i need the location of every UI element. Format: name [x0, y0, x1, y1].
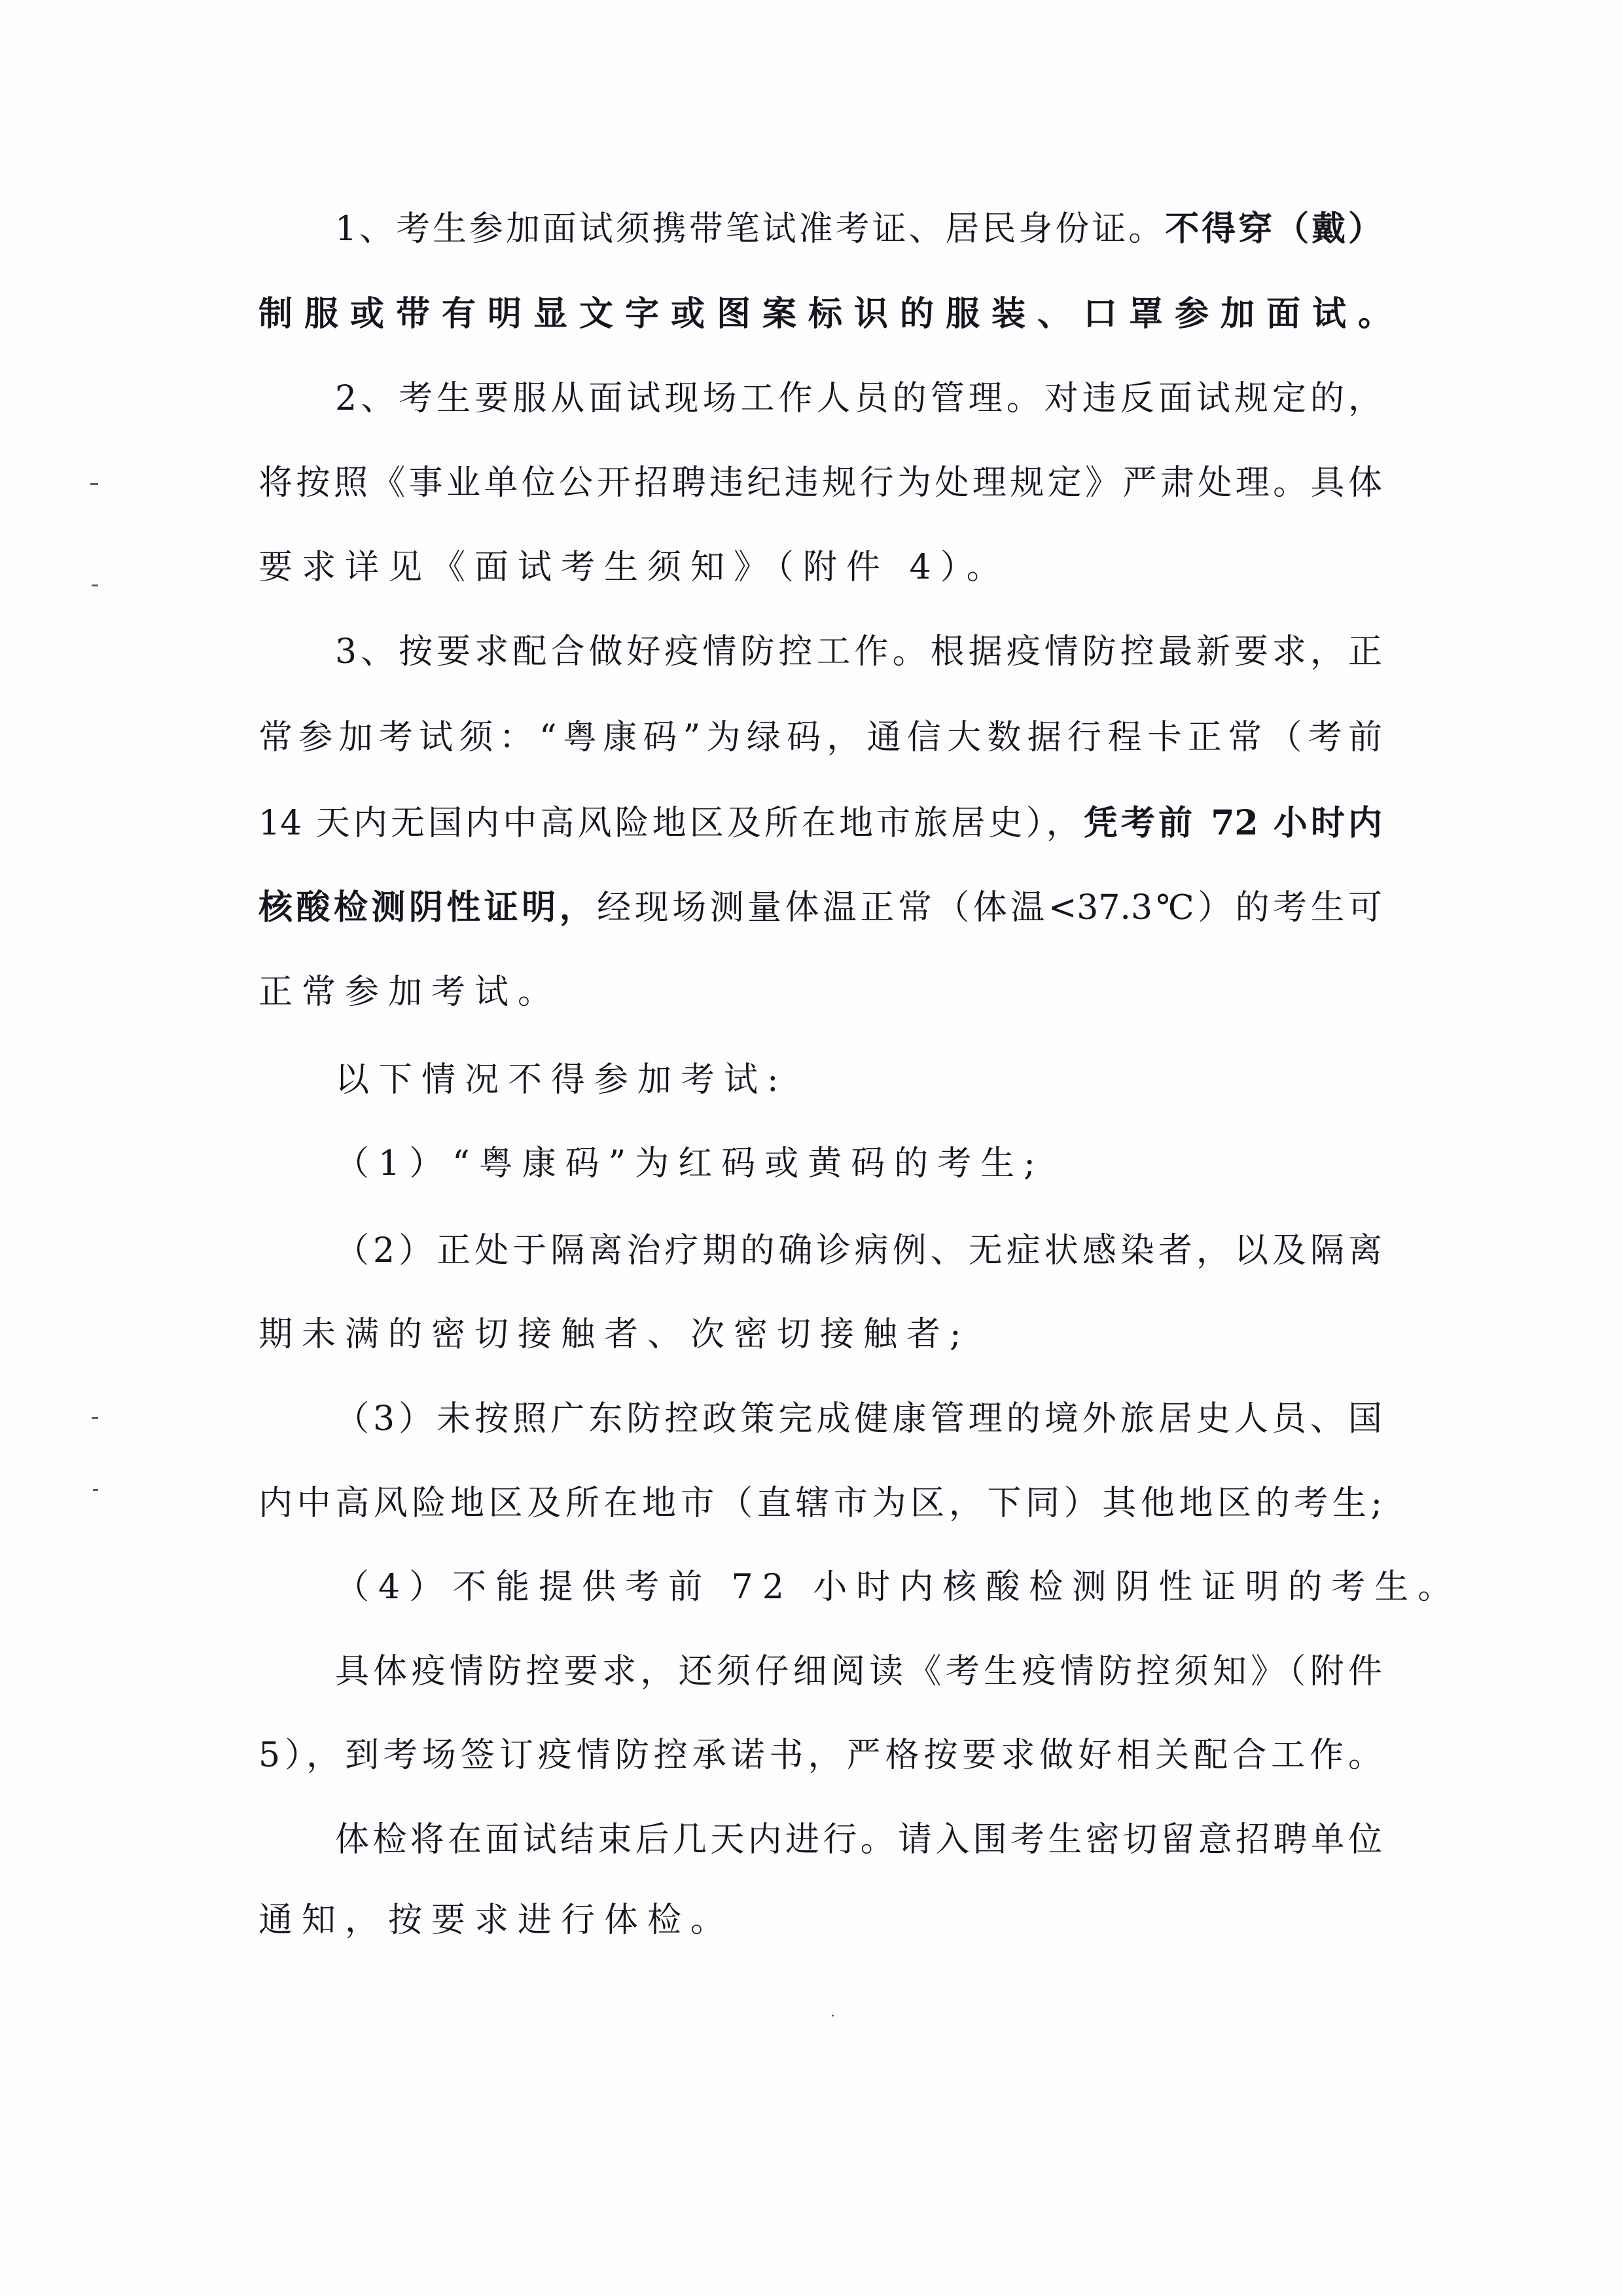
text-run: 期未满的密切接触者、次密切接触者;	[259, 1315, 971, 1354]
text-run-bold: 制服或带有明显文字或图案标识的服装、口罩参加面试。	[259, 294, 1404, 334]
text-run: （1）“粤康码”为红码或黄码的考生;	[335, 1144, 1044, 1183]
text-run: 要求详见《面试考生须知》（附件 4）。	[259, 548, 1010, 587]
scan-mark	[93, 1489, 98, 1491]
text-run: 5），到考场签订疫情防控承诺书，严格按要求做好相关配合工作。	[259, 1736, 1382, 1775]
list-item	[335, 1225, 1382, 1277]
text-run-bold: 凭考前 72 小时内	[1083, 803, 1382, 843]
text-line	[259, 797, 1382, 850]
text-run: 14 天内无国内中高风险地区及所在地市旅居史），	[259, 804, 1084, 843]
text-line	[259, 1729, 1382, 1782]
text-line	[259, 288, 1404, 340]
text-run: 将按照《事业单位公开招聘违纪违规行为处理规定》严肃处理。具体	[259, 463, 1382, 503]
text-run-bold: 不得穿（戴）	[1165, 209, 1382, 249]
text-run: 通知，按要求进行体检。	[259, 1901, 734, 1940]
scan-mark	[92, 1417, 98, 1419]
text-run: 内中高风险地区及所在地市（直辖市为区，下同）其他地区的考生;	[259, 1484, 1382, 1523]
text-run: 1、考生参加面试须携带笔试准考证、居民身份证。	[335, 209, 1166, 249]
scan-mark	[92, 584, 98, 586]
text-run: 2、考生要服从面试现场工作人员的管理。对违反面试规定的，	[335, 379, 1382, 418]
text-run: 3、按要求配合做好疫情防控工作。根据疫情防控最新要求，正	[335, 632, 1382, 672]
text-run: （3）未按照广东防控政策完成健康管理的境外旅居史人员、国	[335, 1399, 1382, 1439]
text-line	[259, 457, 1382, 509]
scan-mark	[90, 483, 98, 485]
text-run: 具体疫情防控要求，还须仔细阅读《考生疫情防控须知》（附件	[335, 1652, 1382, 1691]
scan-speck	[832, 2015, 834, 2017]
text-line	[335, 1814, 1382, 1866]
text-line	[335, 203, 1382, 255]
text-line	[259, 966, 1382, 1018]
text-line	[259, 882, 1382, 934]
text-run: 以下情况不得参加考试:	[335, 1060, 788, 1100]
list-item	[335, 1393, 1382, 1445]
text-line	[259, 1477, 1382, 1530]
text-run: （4）不能提供考前 72 小时内核酸检测阴性证明的考生。	[335, 1568, 1461, 1607]
text-line	[335, 372, 1382, 425]
text-line	[335, 626, 1382, 678]
text-run: （2）正处于隔离治疗期的确诊病例、无症状感染者，以及隔离	[335, 1231, 1382, 1270]
text-run: 经现场测量体温正常（体温<37.3℃）的考生可	[597, 888, 1382, 927]
text-run: 体检将在面试结束后几天内进行。请入围考生密切留意招聘单位	[335, 1820, 1382, 1859]
text-line	[335, 1054, 1382, 1106]
list-item	[335, 1561, 1461, 1613]
text-line	[259, 1308, 1382, 1361]
text-run-bold: 核酸检测阴性证明，	[259, 888, 597, 927]
text-line	[259, 541, 1382, 594]
text-run: 常参加考试须：“粤康码”为绿码，通信大数据行程卡正常（考前	[259, 718, 1382, 757]
text-line	[259, 711, 1382, 764]
list-item	[335, 1138, 1382, 1190]
text-line	[335, 1645, 1382, 1698]
text-run: 正常参加考试。	[259, 973, 562, 1012]
text-line	[259, 1894, 1382, 1946]
